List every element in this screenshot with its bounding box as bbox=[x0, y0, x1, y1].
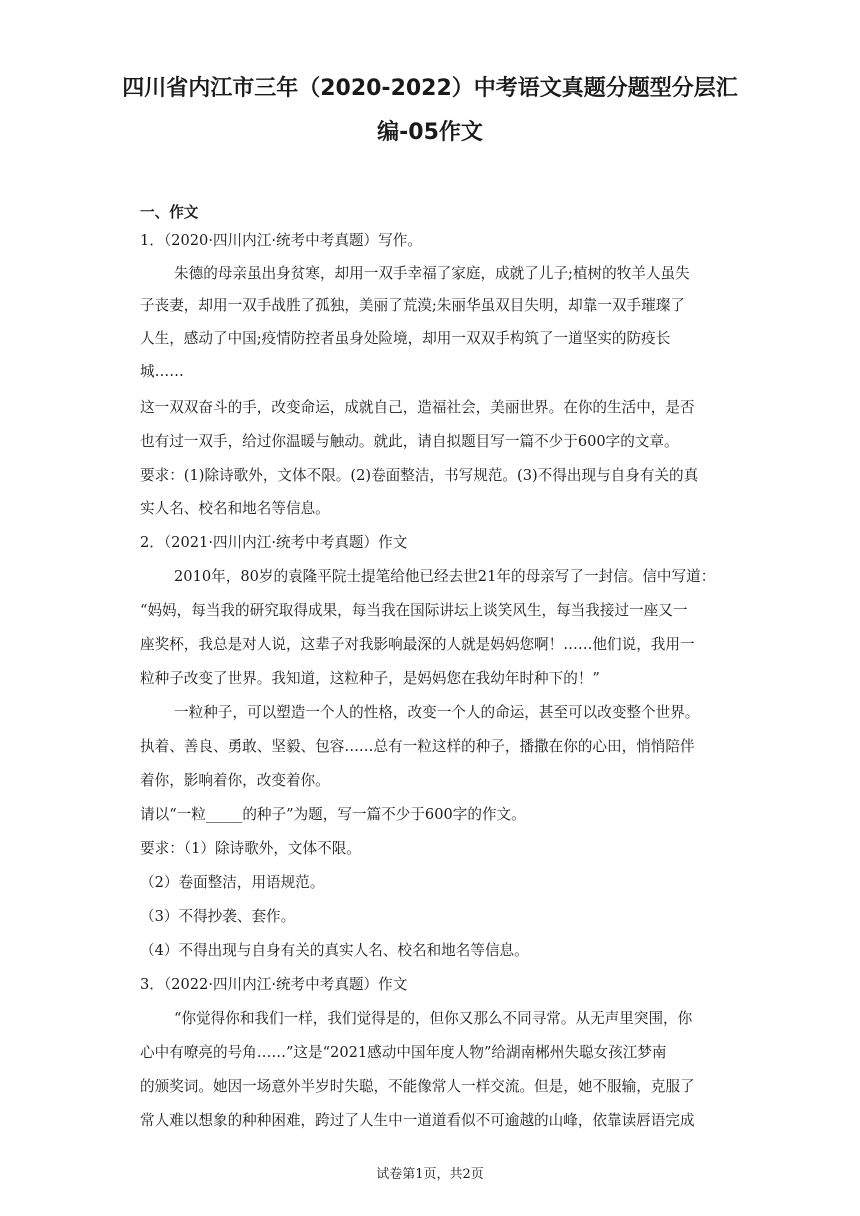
question-1-header: 1．（2020·四川内江·统考中考真题）写作。 bbox=[140, 232, 422, 249]
question-1-text-line: 城…… bbox=[140, 363, 184, 380]
question-3-text-line: 常人难以想象的种种困难，跨过了人生中一道道看似不可逾越的山峰，依靠读唇语完成 bbox=[140, 1112, 695, 1129]
question-2-header: 2．（2021·四川内江·统考中考真题）作文 bbox=[140, 534, 408, 551]
question-2-prompt: 请以“一粒_____的种子”为题，写一篇不少于600字的作文。 bbox=[140, 806, 526, 823]
question-2-text-line: 2010年，80岁的袁隆平院士提笔给他已经去世21年的母亲写了一封信。信中写道： bbox=[174, 568, 716, 585]
question-2-text-line: “妈妈，每当我的研究取得成果，每当我在国际讲坛上谈笑风生，每当我接过一座又一 bbox=[140, 602, 688, 619]
question-2-requirement-line: （2）卷面整洁，用语规范。 bbox=[140, 874, 325, 891]
document-title-line-1: 四川省内江市三年（2020-2022）中考语文真题分题型分层汇 bbox=[122, 76, 738, 101]
question-2-requirement-line: （4）不得出现与自身有关的真实人名、校名和地名等信息。 bbox=[140, 942, 529, 959]
question-1-text-line: 朱德的母亲虽出身贫寒，却用一双手幸福了家庭，成就了儿子;植树的牧羊人虽失 bbox=[174, 265, 690, 282]
question-2-requirement-line: （3）不得抄袭、套作。 bbox=[140, 908, 296, 925]
question-2-text-line: 着你，影响着你，改变着你。 bbox=[140, 772, 330, 789]
question-1-text-line: 这一双双奋斗的手，改变命运，成就自己，造福社会，美丽世界。在你的生活中，是否 bbox=[140, 399, 695, 416]
question-1-text-line: 也有过一双手，给过你温暖与触动。就此，请自拟题目写一篇不少于600字的文章。 bbox=[140, 433, 679, 450]
question-1-text-line: 子丧妻，却用一双手战胜了孤独，美丽了荒漠;朱丽华虽双目失明，却靠一双手璀璨了 bbox=[140, 297, 685, 314]
question-1-requirement-line: 要求：(1)除诗歌外，文体不限。(2)卷面整洁，书写规范。(3)不得出现与自身有关的真 bbox=[140, 467, 699, 484]
question-3-header: 3．（2022·四川内江·统考中考真题）作文 bbox=[140, 976, 408, 993]
question-3-text-line: 的颁奖词。她因一场意外半岁时失聪，不能像常人一样交流。但是，她不服输，克服了 bbox=[140, 1078, 695, 1095]
section-heading: 一、作文 bbox=[140, 204, 199, 221]
question-2-text-line: 一粒种子，可以塑造一个人的性格，改变一个人的命运，甚至可以改变整个世界。 bbox=[174, 704, 700, 721]
question-1-requirement-line: 实人名、校名和地名等信息。 bbox=[140, 500, 330, 517]
document-title-line-2: 编-05作文 bbox=[377, 120, 483, 145]
question-3-text-line: 心中有嘹亮的号角……”这是“2021感动中国年度人物”给湖南郴州失聪女孩江梦南 bbox=[140, 1044, 667, 1061]
question-3-text-line: “你觉得你和我们一样，我们觉得是的，但你又那么不同寻常。从无声里突围，你 bbox=[174, 1010, 693, 1027]
question-1-text-line: 人生，感动了中国;疫情防控者虽身处险境，却用一双双手构筑了一道坚实的防疫长 bbox=[140, 330, 671, 347]
question-2-text-line: 座奖杯，我总是对人说，这辈子对我影响最深的人就是妈妈您啊！……他们说，我用一 bbox=[140, 636, 695, 653]
question-2-text-line: 粒种子改变了世界。我知道，这粒种子，是妈妈您在我幼年时种下的！” bbox=[140, 670, 600, 687]
question-2-text-line: 执着、善良、勇敢、坚毅、包容……总有一粒这样的种子，播撒在你的心田，悄悄陪伴 bbox=[140, 738, 695, 755]
question-2-requirement-line: 要求：（1）除诗歌外，文体不限。 bbox=[140, 840, 361, 857]
page-footer: 试卷第1页，共2页 bbox=[376, 1167, 484, 1182]
